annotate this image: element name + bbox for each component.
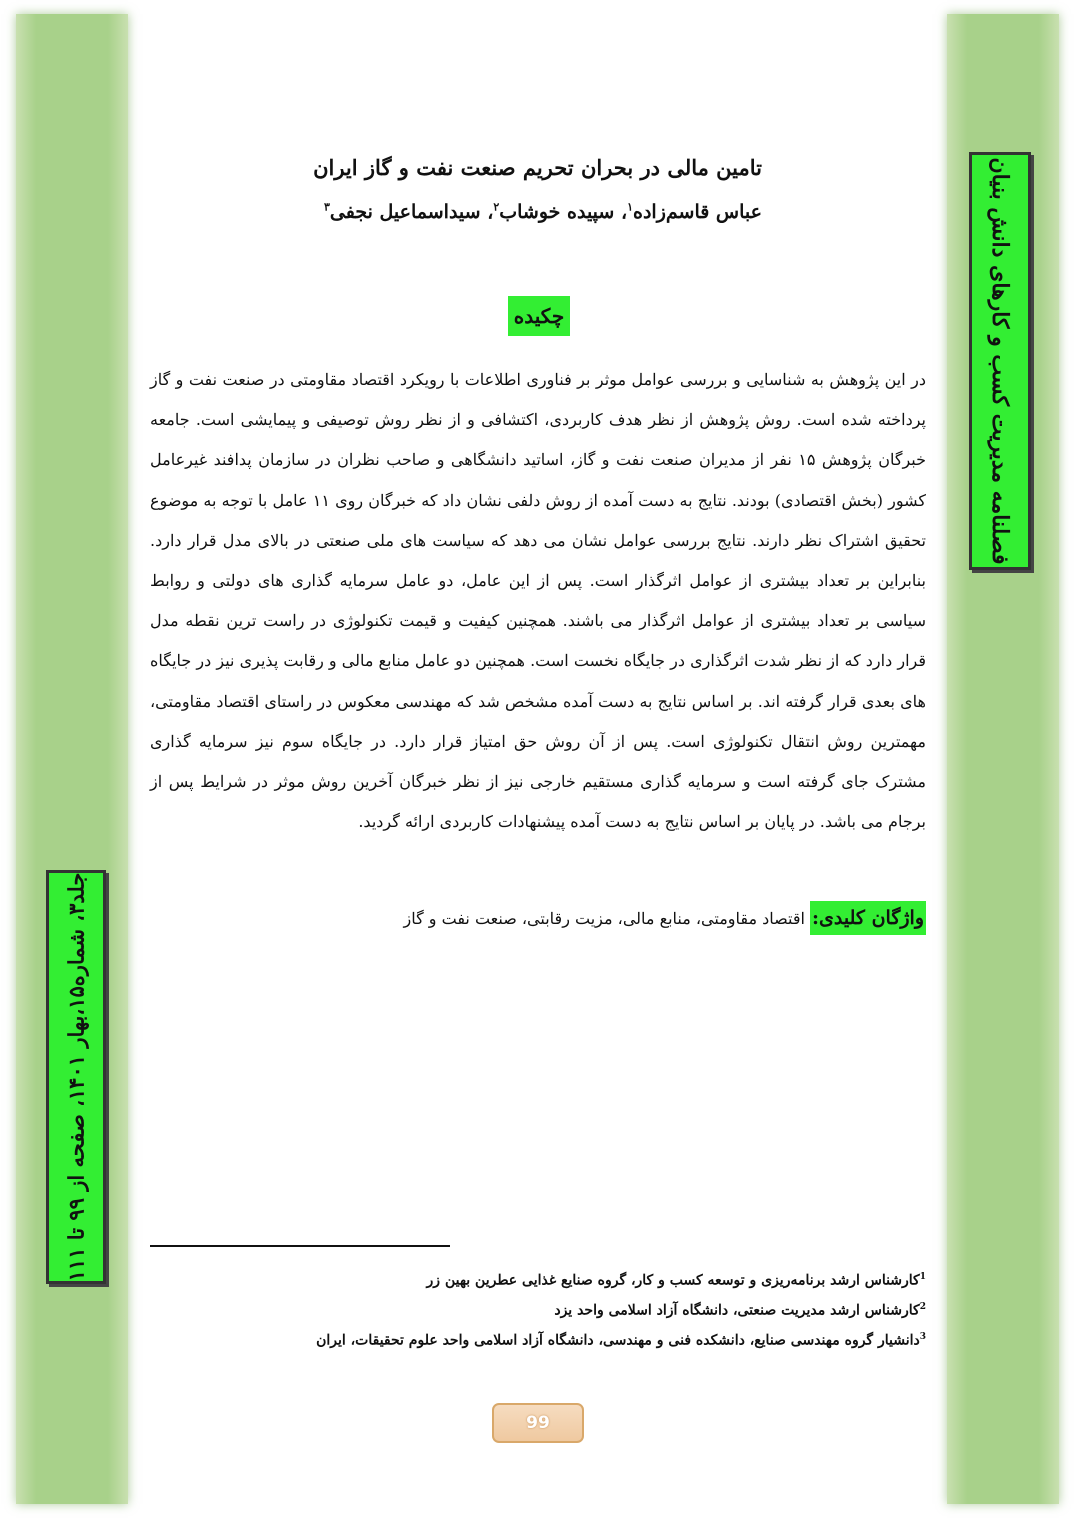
page-number-badge: 99	[492, 1403, 584, 1443]
abstract-heading: چکیده	[508, 296, 570, 336]
keywords-text: اقتصاد مقاومتی، منابع مالی، مزیت رقابتی، صنعت نفت و گاز	[403, 909, 805, 928]
footnotes	[150, 1262, 926, 1352]
author-1: عباس قاسم‌زاده$^۱$	[627, 201, 762, 224]
paper-title: تامین مالی در بحران تحریم صنعت نفت و گاز ایران	[313, 155, 762, 180]
journal-banner-text: فصلنامه مدیریت کسب و کارهای دانش بنیان	[987, 157, 1013, 565]
keywords-label: واژگان کلیدی:	[810, 901, 926, 935]
author-3: سیداسماعیل نجفی$^۳$	[323, 201, 481, 224]
abstract-body: در این پژوهش به شناسایی و بررسی عوامل موثر بر فناوری اطلاعات با رویکرد اقتصاد مقاومتی در صنعت نفت و گاز پرداخته شده است. روش پژوهش از نظر هدف کاربردی، اکتشافی و از نظر روش توصیفی و پیمایشی است. جامعه خبرگان پژوهش ۱۵ نفر از مدیران صنعت نفت و گاز، اساتید دانشگاهی و صاحب نظران در سازمان پدافند غیرعامل کشور (بخش اقتصادی) بودند. نتایج به دست آمده از روش دلفی نشان داد که خبرگان روی ۱۱ عامل با توجه به موضوع تحقیق اشتراک نظر دارند. نتایج بررسی عوامل نشان می دهد که سیاست های ملی صنعتی در بالای مدل قرار دارد. بنابراین بر تعداد بیشتری از عوامل اثرگذار است. پس از این عامل، دو عامل سرمایه گذاری های دولتی و روابط سیاسی بر تعداد بیشتری از عوامل اثرگذار می باشند. همچنین کیفیت و قیمت تکنولوژی در راست ترین نقطه مدل قرار دارد که از نظر شدت اثرگذاری در جایگاه نخست است. همچنین دو عامل منابع مالی و رقابت پذیری نیز در جایگاه های بعدی قرار گرفته اند. بر اساس نتایج به دست آمده مشخص شد که مهندسی معکوس در راستای اقتصاد مقاومتی، مهمترین روش انتقال تکنولوژی است. پس از آن روش حق امتیاز قرار دارد. در جایگاه سوم نیز سرمایه گذاری مشترک جای گرفته است و سرمایه گذاری مستقیم خارجی نیز از نظر خبرگان آخرین روش موثر در شرایط پس از برجام می باشد. در پایان بر اساس نتایج به دست آمده پیشنهادات کاربردی ارائه گردید.	[150, 370, 927, 832]
author-list: عباس قاسم‌زاده$^۱$، سپیده خوشاب$^۲$، سیداسماعیل نجفی$^۳$	[323, 201, 762, 224]
footnote-3: $^3$دانشیار گروه مهندسی صنایع، دانشکده فنی و مهندسی، دانشگاه آزاد اسلامی واحد علوم تحقیقات، ایران	[316, 1332, 926, 1349]
issue-banner-text: جلد۳، شماره۱۵،بهار ۱۴۰۱، صفحه از ۹۹ تا ۱۱۱	[63, 872, 89, 1282]
journal-banner	[969, 152, 1031, 570]
footnote-2: $^2$کارشناس ارشد مدیریت صنعتی، دانشگاه آزاد اسلامی واحد یزد	[554, 1302, 926, 1319]
author-2: سپیده خوشاب$^۲$	[493, 201, 615, 224]
footnote-divider	[150, 1245, 450, 1247]
keywords-line	[150, 898, 926, 939]
footnote-1: $^1$کارشناس ارشد برنامه‌ریزی و توسعه کسب و کار، گروه صنایع غذایی عطرین بهین زر	[426, 1272, 926, 1289]
issue-banner	[46, 870, 106, 1284]
